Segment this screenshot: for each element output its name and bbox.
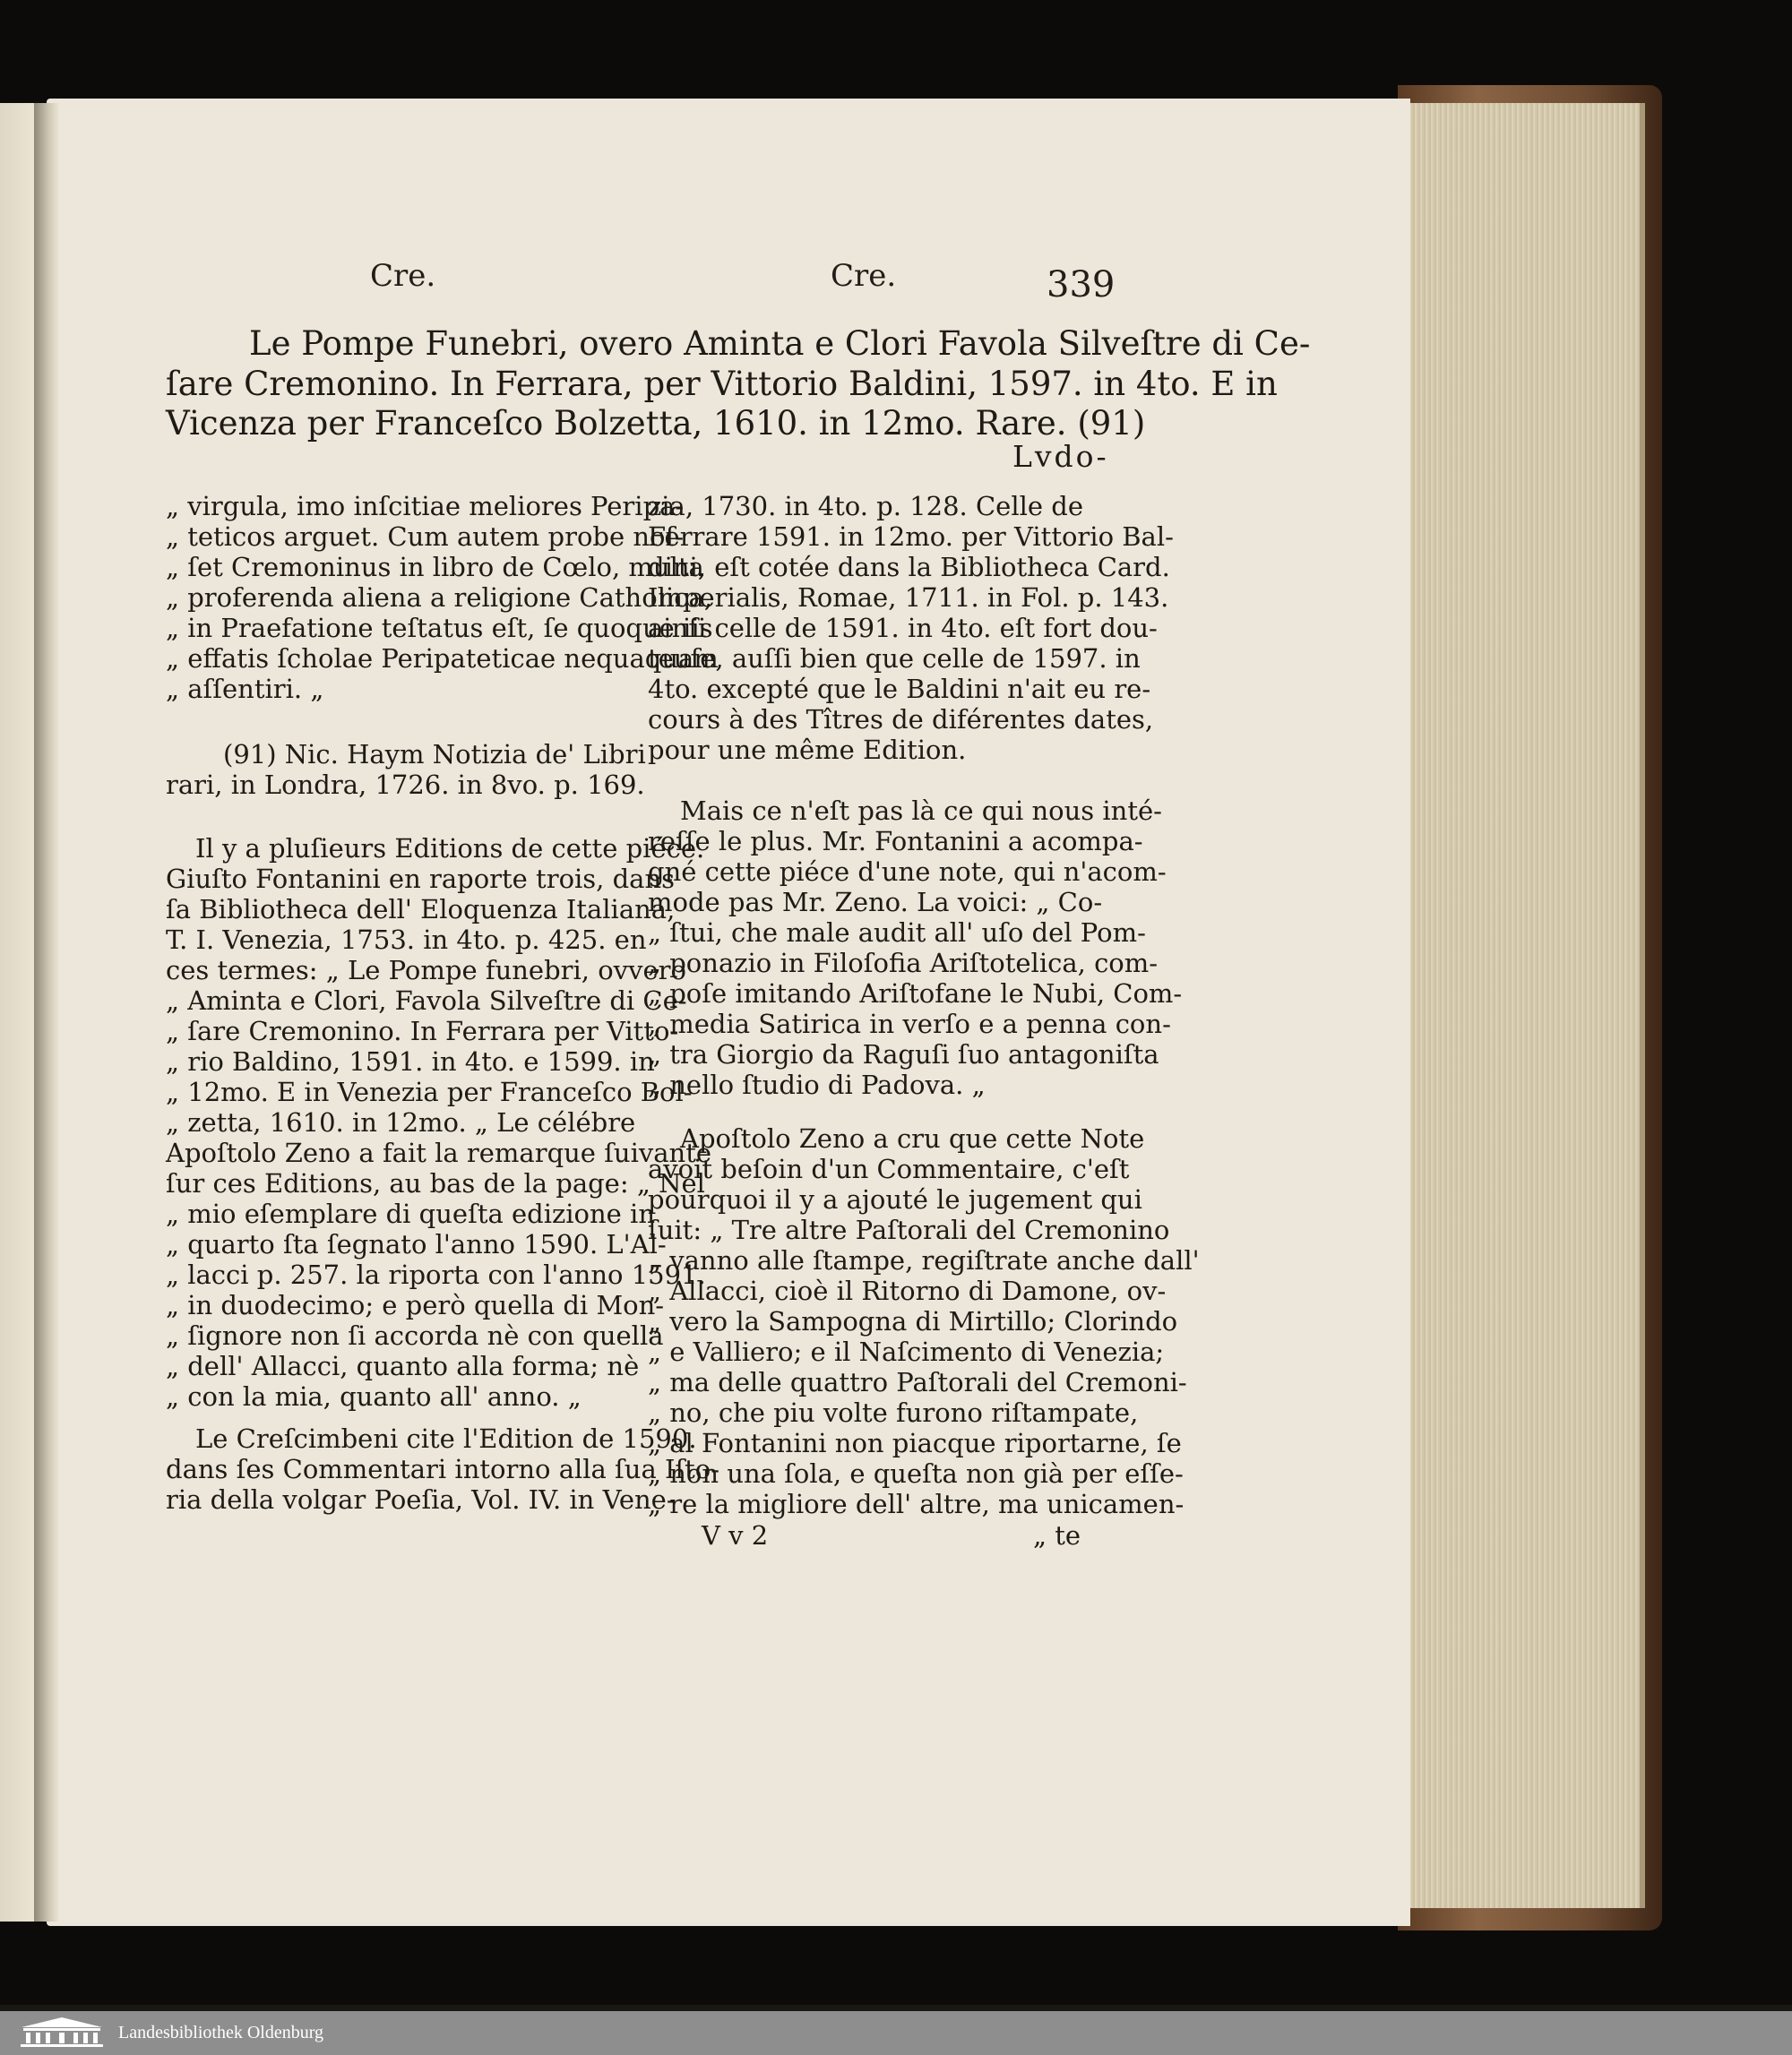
text-line: dini, eſt cotée dans la Bibliotheca Card. — [648, 552, 1170, 582]
text-line: Ferrare 1591. in 12mo. per Vittorio Bal- — [648, 521, 1174, 552]
text-line: „ 12mo. E in Venezia per Franceſco Bol- — [166, 1077, 693, 1107]
text-line: „ quarto ſta ſegnato l'anno 1590. L'Al- — [166, 1229, 667, 1260]
text-line: „ mio eſemplare di queſta edizione in — [166, 1199, 656, 1229]
text-line: dans ſes Commentari intorno alla ſua Iſto- — [166, 1454, 720, 1484]
text-line: „ Allacci, cioè il Ritorno di Damone, ov- — [648, 1276, 1167, 1306]
text-line: pourquoi il y a ajouté le jugement qui — [648, 1184, 1142, 1215]
text-line: zia, 1730. in 4to. p. 128. Celle de — [648, 491, 1083, 521]
text-line: „ poſe imitando Ariſtofane le Nubi, Com- — [648, 978, 1183, 1009]
text-line: „ vero la Sampogna di Mirtillo; Clorindo — [648, 1306, 1178, 1337]
text-line: ces termes: „ Le Pompe funebri, ovvero — [166, 955, 686, 985]
text-line: „ rio Baldino, 1591. in 4to. e 1599. in — [166, 1046, 655, 1077]
footnote-line: rari, in Londra, 1726. in 8vo. p. 169. — [166, 770, 645, 800]
text-line: „ effatis ſcholae Peripateticae nequaquam — [166, 643, 719, 674]
right-column — [648, 491, 1200, 1521]
signature-mark: V v 2 — [702, 1520, 769, 1551]
text-line: „ lacci p. 257. la riporta con l'anno 1591. — [166, 1260, 706, 1290]
catchword: Lvdo- — [1012, 439, 1109, 474]
text-line: „ non una ſola, e queſta non già per eſſe- — [648, 1458, 1184, 1489]
text-line: Apoſtolo Zeno a cru que cette Note — [680, 1123, 1145, 1154]
library-building-icon — [18, 2016, 106, 2048]
footnote-line: (91) Nic. Haym Notizia de' Libri — [223, 739, 646, 770]
running-head-left: Cre. — [370, 258, 436, 294]
text-line: „ al Fontanini non piacque riportarne, ſe — [648, 1428, 1182, 1458]
text-line: „ ponazio in Filoſofia Ariſtotelica, com- — [648, 948, 1159, 978]
left-column — [166, 491, 720, 1521]
text-line: „ ſare Cremonino. In Ferrara per Vitto- — [166, 1016, 679, 1046]
text-line: ria della volgar Poeſia, Vol. IV. in Vene- — [166, 1484, 676, 1515]
text-line: ſur ces Editions, au bas de la page: „ Nel — [166, 1168, 705, 1199]
text-line: Il y a pluſieurs Editions de cette piéce. — [195, 833, 705, 864]
text-line: Mais ce n'eſt pas là ce qui nous inté- — [680, 795, 1162, 826]
text-line: Apoſtolo Zeno a fait la remarque ſuivante — [166, 1138, 712, 1168]
scan-border — [0, 2005, 1792, 2011]
text-line: ſa Bibliotheca dell' Eloquenza Italiana, — [166, 894, 676, 924]
text-line: reſſe le plus. Mr. Fontanini a acompa- — [648, 826, 1143, 856]
text-line: Le Creſcimbeni cite l'Edition de 1590. — [195, 1423, 697, 1454]
text-line: „ re la migliore dell' altre, ma unicamen- — [648, 1489, 1185, 1519]
text-line: „ aſſentiri. „ — [166, 674, 324, 704]
gutter-shadow — [34, 103, 59, 1922]
text-line: Giuſto Fontanini en raporte trois, dans — [166, 864, 676, 894]
text-line: „ ſignore non ſi accorda nè con quella — [166, 1320, 664, 1351]
text-line: „ in Praefatione teſtatus eſt, ſe quoque iis — [166, 613, 713, 643]
text-line: „ tra Giorgio da Raguſi ſuo antagoniſta — [648, 1039, 1159, 1070]
text-line: „ ſet Cremoninus in libro de Cœlo, multa — [166, 552, 704, 582]
text-line: T. I. Venezia, 1753. in 4to. p. 425. en — [166, 924, 647, 955]
page-number: 339 — [1047, 264, 1116, 305]
institution-name: Landesbibliothek Oldenburg — [118, 2023, 324, 2042]
text-line: „ ma delle quattro Paſtorali del Cremoni- — [648, 1367, 1187, 1397]
text-line: mode pas Mr. Zeno. La voici: „ Co- — [648, 887, 1103, 917]
text-line: „ dell' Allacci, quanto alla forma; nè — [166, 1351, 640, 1381]
text-line: „ vanno alle ſtampe, regiſtrate anche dall' — [648, 1245, 1200, 1276]
running-head-right: Cre. — [831, 258, 897, 294]
text-line: „ virgula, imo inſcitiae meliores Peripa- — [166, 491, 685, 521]
text-line: „ e Valliero; e il Naſcimento di Venezia; — [648, 1337, 1165, 1367]
text-line: teuſe, auſſi bien que celle de 1597. in — [648, 643, 1141, 674]
text-line: pour une même Edition. — [648, 735, 967, 765]
text-line: „ zetta, 1610. in 12mo. „ Le célébre — [166, 1107, 636, 1138]
title-line: Vicenza per Franceſco Bolzetta, 1610. in 12mo. Rare. (91) — [166, 404, 1146, 443]
text-line: „ nello ſtudio di Padova. „ — [648, 1070, 986, 1100]
text-line: cours à des Tîtres de diférentes dates, — [648, 704, 1154, 735]
title-line: Le Pompe Funebri, overo Aminta e Clori Favola Silveſtre di Ce- — [249, 324, 1311, 363]
text-line: gné cette piéce d'une note, qui n'acom- — [648, 856, 1167, 887]
page-edges — [1407, 103, 1645, 1908]
text-line: „ in duodecimo; e però quella di Mon- — [166, 1290, 665, 1320]
text-line: 4to. excepté que le Baldini n'ait eu re- — [648, 674, 1151, 704]
text-line: „ no, che piu volte furono riſtampate, — [648, 1397, 1139, 1428]
text-line: Imperialis, Romae, 1711. in Fol. p. 143. — [648, 582, 1169, 613]
catchword-bottom: „ te — [1033, 1520, 1081, 1551]
text-line: „ con la mia, quanto all' anno. „ — [166, 1381, 582, 1412]
text-line: „ ſtui, che male audit all' uſo del Pom- — [648, 917, 1146, 948]
text-line: „ proferenda aliena a religione Catholica, — [166, 582, 712, 613]
title-line: ſare Cremonino. In Ferrara, per Vittorio Baldini, 1597. in 4to. E in — [166, 365, 1278, 403]
text-line: avoit beſoin d'un Commentaire, c'eſt — [648, 1154, 1130, 1184]
text-line: „ media Satirica in verſo e a penna con- — [648, 1009, 1171, 1039]
text-line: „ teticos arguet. Cum autem probe noſ- — [166, 521, 685, 552]
text-line: ainſi celle de 1591. in 4to. eſt fort dou- — [648, 613, 1158, 643]
text-line: ſuit: „ Tre altre Paſtorali del Cremonino — [648, 1215, 1170, 1245]
text-line: „ Aminta e Clori, Favola Silveſtre di Ce- — [166, 985, 687, 1016]
